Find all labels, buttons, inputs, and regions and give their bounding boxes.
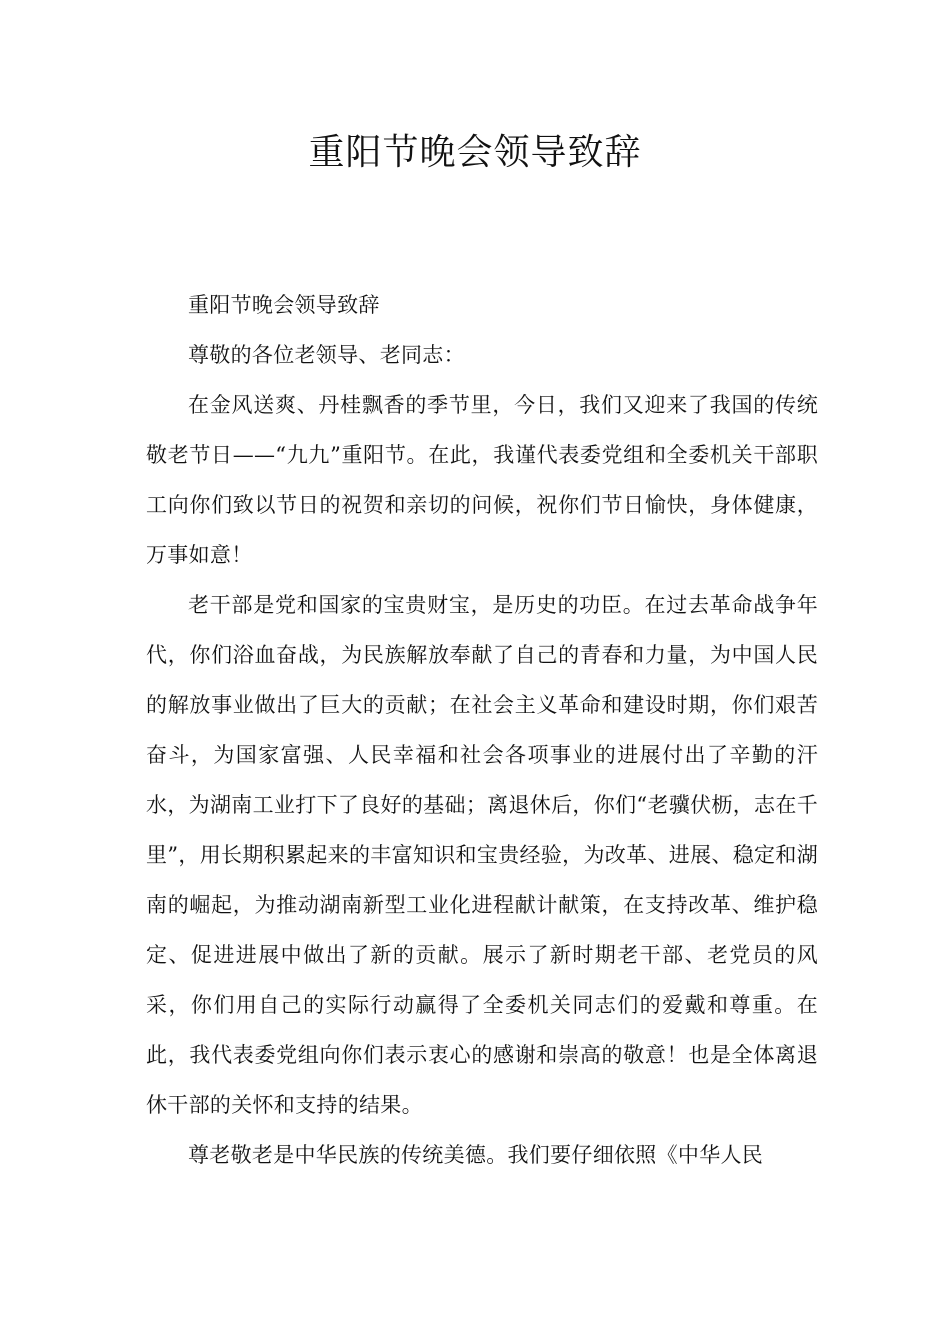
document-title: 重阳节晚会领导致辞 xyxy=(308,132,642,173)
paragraph-tribute: 老干部是党和国家的宝贵财宝，是历史的功臣。在过去革命战争年代，你们浴血奋战，为民族解放奉献了自己的青春和力量，为中国人民的解放事业做出了巨大的贡献；在社会主义革命和建设时期，你们艰苦奋斗，为国家富强、人民幸福和社会各项事业的进展付出了辛勤的汗水，为湖南工业打下了良好的基础；离退休后，你们“老骥伏枥，志在千里”，用长期积累起来的丰富知识和宝贵经验，为改革、进展、稳定和湖南的崛起，为推动湖南新型工业化进程献计献策，在支持改革、维护稳定、促进进展中做出了新的贡献。展示了新时期老干部、老党员的风采，你们用自己的实际行动赢得了全委机关同志们的爱戴和尊重。在此，我代表委党组向你们表示衷心的感谢和崇高的敬意！也是全体离退休干部的关怀和支持的结果。 xyxy=(146,593,818,1117)
paragraph-greeting: 在金风送爽、丹桂飘香的季节里，今日，我们又迎来了我国的传统敬老节日——“九九”重阳节。在此，我谨代表委党组和全委机关干部职工向你们致以节日的祝贺和亲切的问候，祝你们节日愉快，身体健康，万事如意！ xyxy=(146,393,818,567)
document-body xyxy=(146,280,818,1180)
paragraph-tradition: 尊老敬老是中华民族的传统美德。我们要仔细依照《中华人民 xyxy=(188,1143,764,1167)
paragraph-salutation: 尊敬的各位老领导、老同志： xyxy=(188,343,465,367)
paragraph-heading: 重阳节晚会领导致辞 xyxy=(188,293,380,317)
